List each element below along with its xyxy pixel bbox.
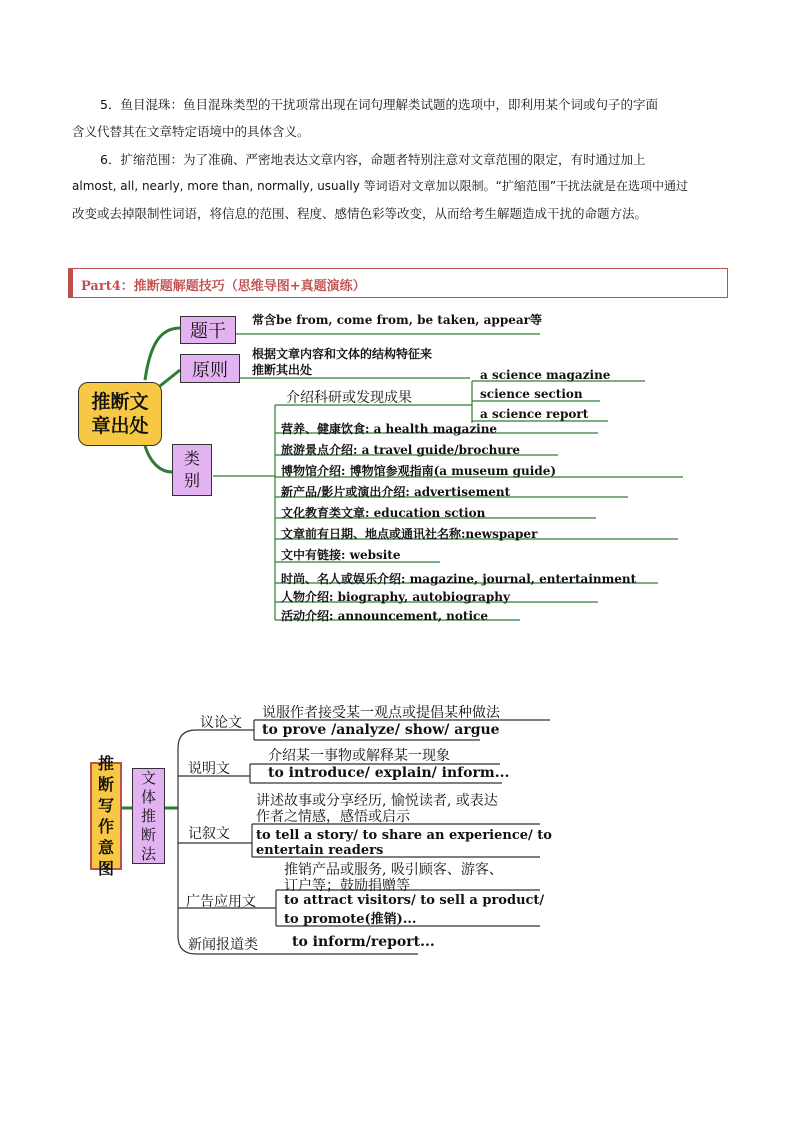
branch-tigan-label: 题干 (190, 321, 226, 342)
method-box (132, 768, 165, 864)
science-item-1: a science magazine (480, 368, 611, 382)
category-item: 文章前有日期、地点或通讯社名称:newspaper (281, 527, 538, 541)
type-cn-text: 作者之情感，感悟或启示 (256, 809, 410, 825)
category-item: 营养、健康饮食: a health magazine (281, 422, 498, 436)
mindmap-2-root (90, 754, 122, 878)
type-cn-text: 订户等；鼓励捐赠等 (284, 878, 410, 894)
science-item-3: a science report (480, 407, 589, 421)
type-en-text: to tell a story/ to share an experience/ to (256, 828, 552, 843)
type-en-text: to attract visitors/ to sell a product/ (284, 893, 545, 908)
science-item-2: science section (480, 387, 583, 401)
type-cn-text: 讲述故事或分享经历, 愉悦读者, 或表达 (256, 793, 498, 809)
type-cn-text: 介绍某一事物或解释某一现象 (268, 748, 450, 764)
paragraph-6-line-3: 改变或去掉限制性词语，将信息的范围、程度、感情色彩等改变，从而给考生解题造成干扰的命题方法。 (72, 206, 648, 221)
type-name: 记叙文 (188, 826, 230, 842)
type-en-text: entertain readers (256, 843, 384, 858)
category-item: 文中有链接: website (281, 548, 401, 562)
yuanze-text-line-2: 推断其出处 (252, 363, 313, 377)
type-en-text: to introduce/ explain/ inform... (268, 765, 510, 781)
yuanze-text-line-1: 根据文章内容和文体的结构特征来 (252, 347, 433, 361)
paragraph-5-line-1: 5．鱼目混珠：鱼目混珠类型的干扰项常出现在词句理解类试题的选项中，即利用某个词或句子的字面 (100, 97, 658, 112)
paragraph-5-line-2: 含义代替其在文章特定语境中的具体含义。 (72, 124, 310, 139)
category-item: 新产品/影片或演出介绍: advertisement (281, 485, 511, 499)
type-en-text: to prove /analyze/ show/ argue (262, 722, 500, 738)
type-name: 广告应用文 (186, 894, 256, 910)
category-item: 旅游景点介绍: a travel guide/brochure (281, 443, 521, 457)
mindmap-2-root-label: 推断写作意图 (97, 754, 114, 878)
type-cn-text: 推销产品或服务, 吸引顾客、游客、 (284, 862, 503, 878)
type-name: 新闻报道类 (188, 937, 258, 953)
branch-leibie-label: 类别 (183, 449, 200, 490)
type-name: 议论文 (200, 715, 242, 731)
category-item: 人物介绍: biography, autobiography (281, 590, 510, 604)
branch-yuanze-label: 原则 (192, 359, 228, 381)
category-item: 时尚、名人或娱乐介绍: magazine, journal, entertainment (281, 572, 637, 586)
method-label: 文体推断法 (140, 768, 156, 863)
category-item: 文化教育类文章: education sction (281, 506, 486, 520)
mindmap-1-root-label: 推断文章出处 (91, 391, 149, 437)
type-en-text: to promote(推销)... (284, 912, 417, 927)
category-item: 博物馆介绍: 博物馆参观指南(a museum guide) (281, 464, 557, 478)
type-en-text: to inform/report... (292, 934, 435, 950)
category-item: 活动介绍: announcement, notice (281, 609, 488, 623)
type-cn-text: 说服作者接受某一观点或提倡某种做法 (262, 705, 500, 721)
paragraph-6-line-1: 6．扩缩范围：为了准确、严密地表达文章内容，命题者特别注意对文章范围的限定，有时通过加上 (100, 152, 646, 167)
tigan-text: 常含be from, come from, be taken, appear等 (252, 313, 542, 327)
science-label: 介绍科研或发现成果 (286, 390, 412, 406)
type-name: 说明文 (188, 761, 230, 777)
section-title: Part4：推断题解题技巧（思维导图+真题演练） (81, 279, 366, 294)
paragraph-6-line-2: almost, all, nearly, more than, normally, usually 等词语对文章加以限制。“扩缩范围”干扰法就是在选项中通过 (72, 179, 689, 193)
